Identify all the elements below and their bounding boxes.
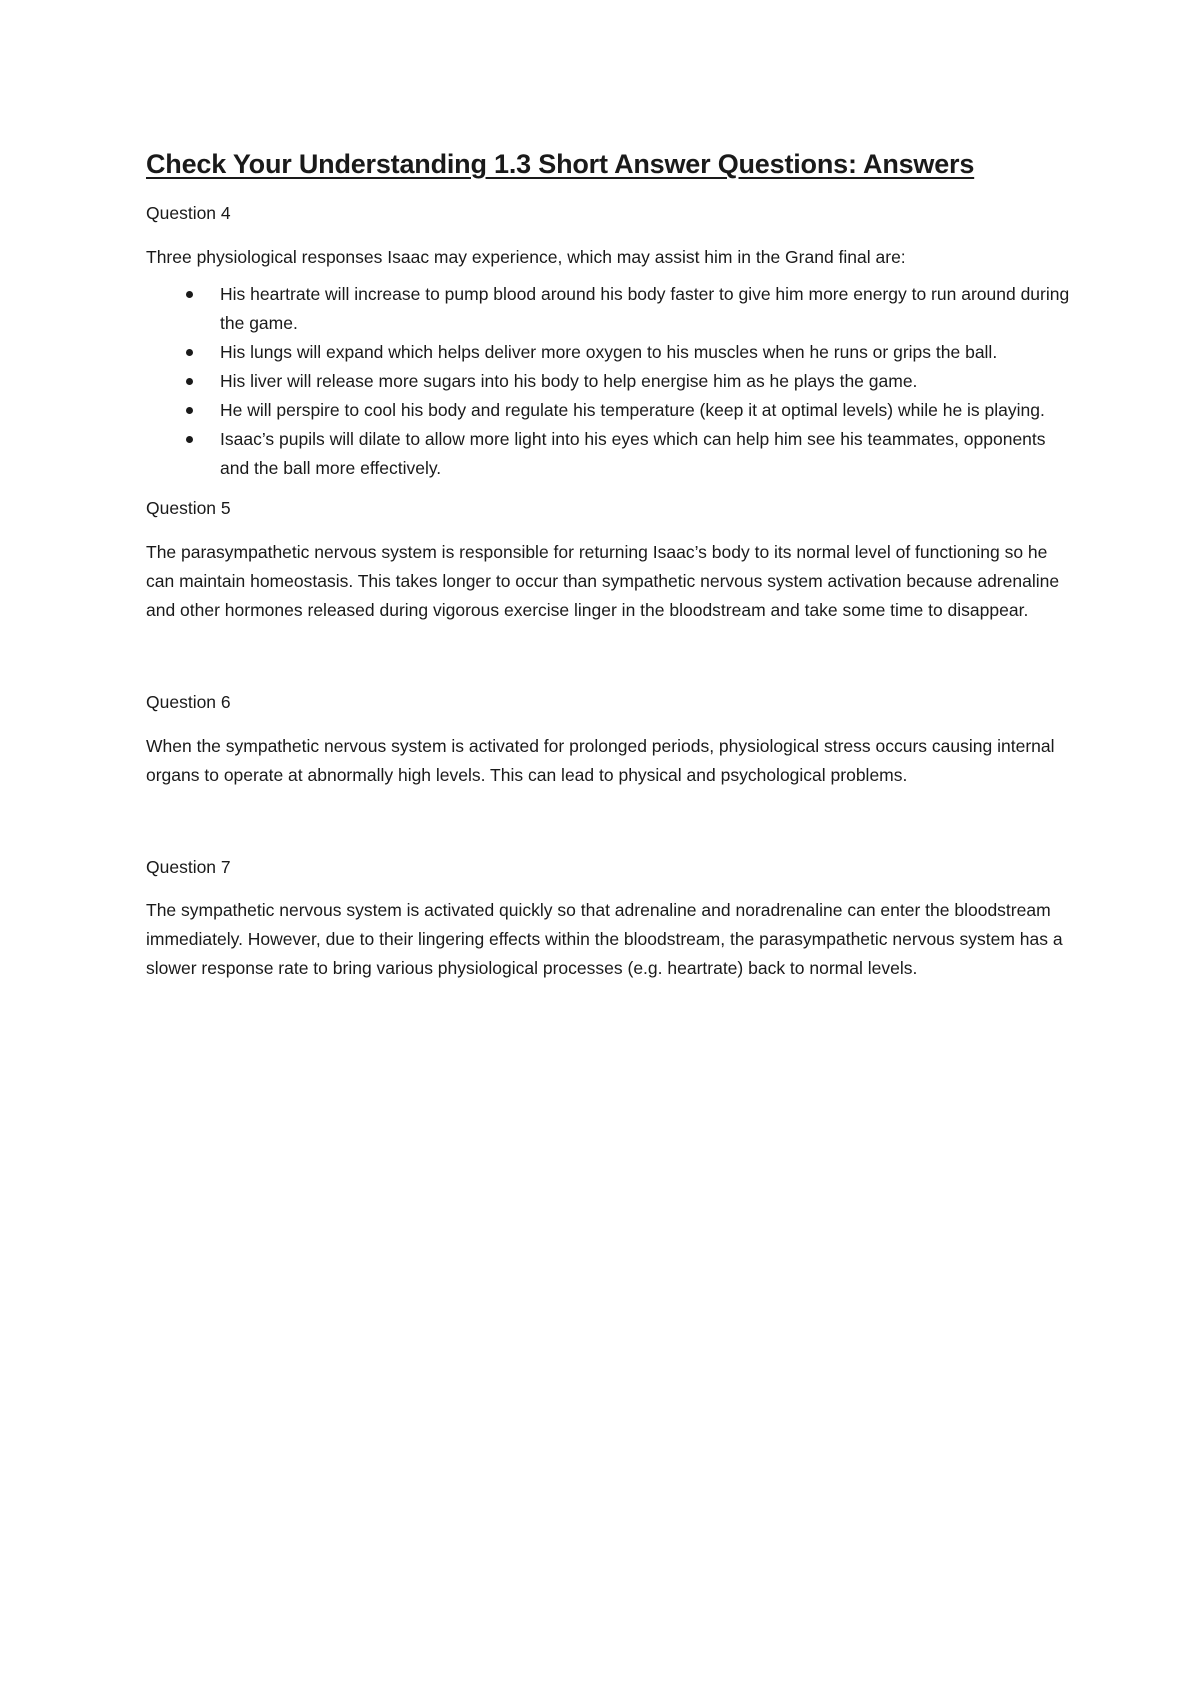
question-4-bullet-list: [146, 280, 1076, 483]
question-6-section: [146, 691, 1076, 790]
bullet-text: He will perspire to cool his body and regulate his temperature (keep it at optimal levels) while he is playing.: [220, 400, 1045, 421]
question-5-section: [146, 497, 1076, 625]
question-4-intro: Three physiological responses Isaac may experience, which may assist him in the Grand final are:: [146, 247, 906, 268]
document-title: Check Your Understanding 1.3 Short Answer Questions: Answers: [146, 149, 975, 179]
bullet-text: Isaac’s pupils will dilate to allow more light into his eyes which can help him see his teammates, opponents and the ball more effectively.: [220, 429, 1046, 479]
bullet-item: [146, 338, 1076, 367]
question-4-heading: Question 4: [146, 203, 231, 224]
question-5-heading: Question 5: [146, 498, 231, 519]
question-7-answer: The sympathetic nervous system is activated quickly so that adrenaline and noradrenaline can enter the bloodstream immediately. However, due to their lingering effects within the bloodstream, the parasympathetic nervous system has a slower response rate to bring various physiological processes (e.g. heartrate) back to normal levels.: [146, 900, 1063, 979]
spacer: [146, 639, 1076, 691]
bullet-icon: [186, 407, 193, 414]
question-7-section: [146, 856, 1076, 984]
bullet-text: His heartrate will increase to pump blood around his body faster to give him more energy to run around during the game.: [220, 284, 1070, 334]
question-5-answer: The parasympathetic nervous system is responsible for returning Isaac’s body to its normal level of functioning so he can maintain homeostasis. This takes longer to occur than sympathetic nervous system activation because adrenaline and other hormones released during vigorous exercise linger in the bloodstream and take some time to disappear.: [146, 541, 1060, 620]
document-content: [146, 148, 1076, 997]
bullet-icon: [186, 349, 193, 356]
question-4-section: [146, 202, 1076, 483]
bullet-icon: [186, 291, 193, 298]
bullet-item: [146, 396, 1076, 425]
question-6-answer: When the sympathetic nervous system is activated for prolonged periods, physiological stress occurs causing internal organs to operate at abnormally high levels. This can lead to physical and psychological problems.: [146, 735, 1055, 785]
bullet-item: [146, 425, 1076, 483]
bullet-icon: [186, 378, 193, 385]
bullet-item: [146, 280, 1076, 338]
bullet-item: [146, 367, 1076, 396]
spacer: [146, 804, 1076, 856]
question-6-heading: Question 6: [146, 691, 231, 712]
bullet-text: His liver will release more sugars into his body to help energise him as he plays the game.: [220, 371, 918, 392]
bullet-icon: [186, 436, 193, 443]
question-7-heading: Question 7: [146, 856, 231, 877]
bullet-text: His lungs will expand which helps deliver more oxygen to his muscles when he runs or grips the ball.: [220, 342, 998, 363]
